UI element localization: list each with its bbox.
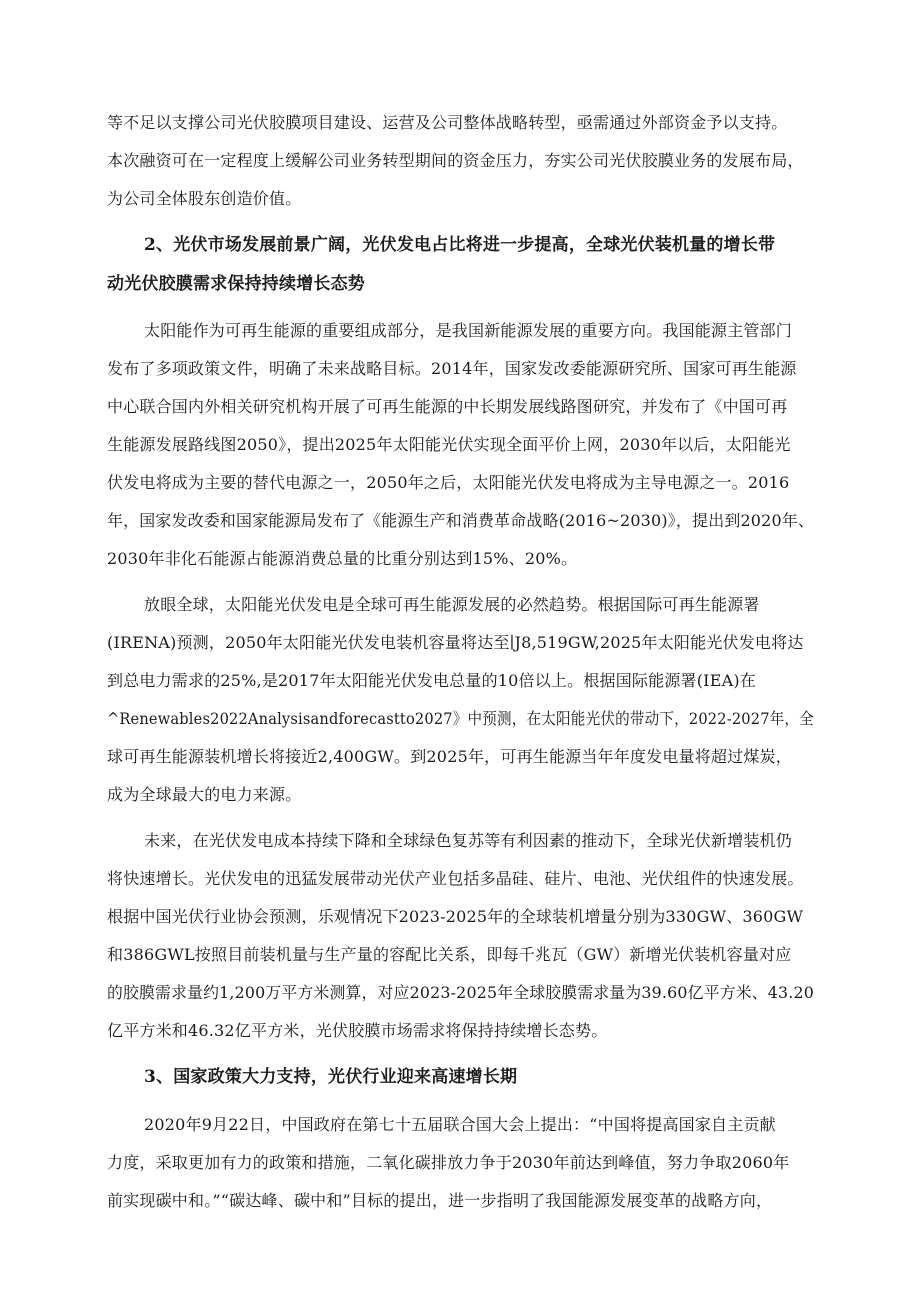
paragraph-4-line-5: 的胶膜需求量约1,200万平方米测算，对应2023-2025年全球胶膜需求量为39.60亿平方米、43.20 <box>107 983 815 1002</box>
paragraph-4-line-2: 将快速增长。光伏发电的迅猛发展带动光伏产业包括多晶硅、硅片、电池、光伏组件的快速发展。 <box>107 869 804 888</box>
paragraph-5-line-3: 前实现碳中和。”“碳达峰、碳中和”目标的提出，进一步指明了我国能源发展变革的战略方向， <box>107 1191 773 1210</box>
paragraph-1-line-1: 等不足以支撑公司光伏胶膜项目建设、运营及公司整体战略转型，亟需通过外部资金予以支持。 <box>107 113 788 132</box>
paragraph-5-line-2: 力度，采取更加有力的政策和措施，二氧化碳排放力争于2030年前达到峰值，努力争取2060年 <box>107 1153 790 1172</box>
paragraph-2-line-1: 太阳能作为可再生能源的重要组成部分，是我国新能源发展的重要方向。我国能源主管部门 <box>144 321 793 340</box>
paragraph-4-line-6: 亿平方米和46.32亿平方米，光伏胶膜市场需求将保持持续增长态势。 <box>107 1021 608 1040</box>
paragraph-3-line-6: 成为全球最大的电力来源。 <box>107 785 302 804</box>
paragraph-2-line-2: 发布了多项政策文件，明确了未来战略目标。2014年，国家发改委能源研究所、国家可再生能源 <box>107 359 797 378</box>
paragraph-1-line-2: 本次融资可在一定程度上缓解公司业务转型期间的资金压力，夯实公司光伏胶膜业务的发展布局， <box>107 151 804 170</box>
paragraph-3-line-1: 放眼全球，太阳能光伏发电是全球可再生能源发展的必然趋势。根据国际可再生能源署 <box>144 595 760 614</box>
paragraph-2-line-5: 伏发电将成为主要的替代电源之一，2050年之后，太阳能光伏发电将成为主导电源之一。2016 <box>107 473 790 492</box>
paragraph-2-line-4: 生能源发展路线图2050》，提出2025年太阳能光伏实现全面平价上网，2030年以后，太阳能光 <box>107 435 791 454</box>
paragraph-3-line-2: (IRENA)预测，2050年太阳能光伏发电装机容量将达至∣J8,519GW,2025年太阳能光伏发电将达 <box>107 633 804 652</box>
section-heading-2-line-2: 动光伏胶膜需求保持持续增长态势 <box>107 274 365 294</box>
section-heading-2-line-1: 2、光伏市场发展前景广阔，光伏发电占比将进一步提高，全球光伏装机量的增长带 <box>144 235 776 255</box>
paragraph-3-line-3: 到总电力需求的25%,是2017年太阳能光伏发电总量的10倍以上。根据国际能源署(IEA)在 <box>107 671 756 690</box>
paragraph-2-line-7: 2030年非化石能源占能源消费总量的比重分别达到15%、20%。 <box>107 549 578 568</box>
paragraph-3-line-5: 球可再生能源装机增长将接近2,400GW。到2025年，可再生能源当年年度发电量将超过煤炭， <box>107 747 792 766</box>
paragraph-3-line-4: ^Renewables2022Analysisandforecastto2027》中预测，在太阳能光伏的带动下，2022-2027年，全 <box>107 709 814 728</box>
paragraph-4-line-4: 和386GWL按照目前装机量与生产量的容配比关系，即每千兆瓦（GW）新增光伏装机容量对应 <box>107 945 792 964</box>
paragraph-4-line-1: 未来，在光伏发电成本持续下降和全球绿色复苏等有利因素的推动下，全球光伏新增装机仍 <box>144 831 793 850</box>
paragraph-2-line-6: 年，国家发改委和国家能源局发布了《能源生产和消费革命战略(2016~2030)》，提出到2020年、 <box>107 511 815 530</box>
paragraph-2-line-3: 中心联合国内外相关研究机构开展了可再生能源的中长期发展线路图研究，并发布了《中国可再 <box>107 397 788 416</box>
paragraph-4-line-3: 根据中国光伏行业协会预测，乐观情况下2023-2025年的全球装机增量分别为330GW、360GW <box>107 907 804 926</box>
paragraph-5-line-1: 2020年9月22日，中国政府在第七十五届联合国大会上提出：“中国将提高国家自主贡献 <box>144 1115 776 1134</box>
paragraph-1-line-3: 为公司全体股东创造价值。 <box>107 189 302 208</box>
section-heading-3: 3、国家政策大力支持，光伏行业迎来高速增长期 <box>144 1067 518 1087</box>
